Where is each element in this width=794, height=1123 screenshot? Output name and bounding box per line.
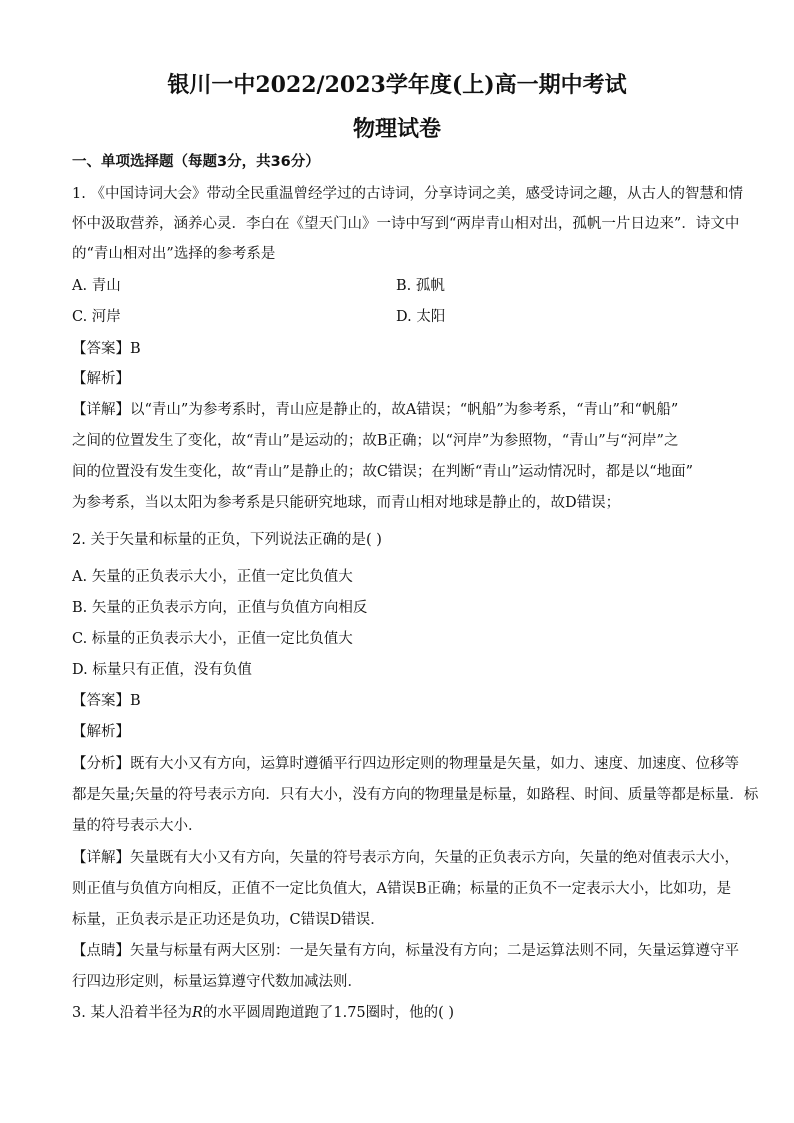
- q2-stem: 2. 关于矢量和标量的正负，下列说法正确的是( ): [72, 532, 382, 548]
- q1-stem-line3: 的“青山相对出”选择的参考系是: [72, 246, 276, 262]
- q1-detail-line2: 之间的位置发生了变化，故“青山”是运动的；故B正确；以“河岸”为参照物，“青山”与“河岸”之: [72, 433, 679, 449]
- q2-analysis-tag: 【解析】: [72, 724, 130, 740]
- detail-text: 以“青山”为参考系时，青山应是静止的，故A错误；“帆船”为参考系，“青山”和“帆船”: [130, 402, 679, 418]
- q2-detail-line2: 则正值与负值方向相反，正值不一定比负值大，A错误B正确；标量的正负不一定表示大小，比如功，是: [72, 881, 732, 897]
- q2-fenxi-line1: [72, 754, 739, 774]
- dianjing-text: 矢量与标量有两大区别：一是矢量有方向，标量没有方向；二是运算法则不同，矢量运算遵守平: [130, 943, 739, 959]
- fenxi-tag: 【分析】: [72, 756, 130, 772]
- q1-analysis-tag: 【解析】: [72, 371, 130, 387]
- detail-tag: 【详解】: [72, 850, 130, 866]
- q3-stem-variable: R: [191, 1005, 203, 1021]
- q2-option-a: A. 矢量的正负表示大小，正值一定比负值大: [72, 569, 353, 585]
- q1-option-a: A. 青山: [72, 278, 121, 294]
- section-heading: 一、单项选择题（每题3分，共36分）: [72, 154, 320, 170]
- q1-answer: [72, 339, 141, 359]
- q2-option-b: B. 矢量的正负表示方向，正值与负值方向相反: [72, 600, 368, 616]
- page-subtitle: 物理试卷: [352, 116, 441, 142]
- q2-detail-line3: 标量，正负表示是正功还是负功，C错误D错误．: [72, 912, 385, 928]
- q3-stem: [72, 1003, 454, 1023]
- q2-fenxi-line3: 量的符号表示大小．: [72, 818, 203, 834]
- q1-detail-line4: 为参考系，当以太阳为参考系是只能研究地球，而青山相对地球是静止的，故D错误；: [72, 495, 621, 511]
- q3-stem-post: 的水平圆周跑道跑了1.75圈时，他的( ): [202, 1005, 455, 1021]
- page-title: 银川一中2022/2023学年度(上)高一期中考试: [167, 72, 627, 98]
- fenxi-text: 既有大小又有方向，运算时遵循平行四边形定则的物理量是矢量，如力、速度、加速度、位移等: [130, 756, 739, 772]
- q1-stem-line1: 1. 《中国诗词大会》带动全民重温曾经学过的古诗词，分享诗词之美，感受诗词之趣，从古人的智慧和情: [72, 186, 743, 202]
- q1-option-d: D. 太阳: [396, 309, 446, 325]
- q3-stem-pre: 3. 某人沿着半径为: [72, 1005, 192, 1021]
- q2-option-d: D. 标量只有正值，没有负值: [72, 662, 252, 678]
- detail-text: 矢量既有大小又有方向，矢量的符号表示方向，矢量的正负表示方向，矢量的绝对值表示大小，: [130, 850, 739, 866]
- q1-stem-line2: 怀中汲取营养，涵养心灵．李白在《望天门山》一诗中写到“两岸青山相对出，孤帆一片日边来”．诗文中: [72, 216, 740, 232]
- q2-detail-line1: [72, 848, 739, 868]
- answer-value: B: [130, 693, 141, 709]
- q1-detail-line1: [72, 400, 678, 420]
- answer-tag: 【答案】: [72, 341, 130, 357]
- q1-option-b: B. 孤帆: [396, 278, 445, 294]
- answer-tag: 【答案】: [72, 693, 130, 709]
- q1-option-c: C. 河岸: [72, 309, 121, 325]
- q2-fenxi-line2: 都是矢量;矢量的符号表示方向．只有大小，没有方向的物理量是标量，如路程、时间、质量等都是标量．标: [72, 787, 759, 803]
- detail-tag: 【详解】: [72, 402, 130, 418]
- q1-detail-line3: 间的位置没有发生变化，故“青山”是静止的；故C错误；在判断“青山”运动情况时，都是以“地面”: [72, 464, 694, 480]
- answer-value: B: [130, 341, 141, 357]
- q2-dianjing-line1: [72, 941, 739, 961]
- q2-answer: [72, 691, 141, 711]
- q2-option-c: C. 标量的正负表示大小，正值一定比负值大: [72, 631, 353, 647]
- q2-dianjing-line2: 行四边形定则，标量运算遵守代数加减法则．: [72, 974, 362, 990]
- dianjing-tag: 【点睛】: [72, 943, 130, 959]
